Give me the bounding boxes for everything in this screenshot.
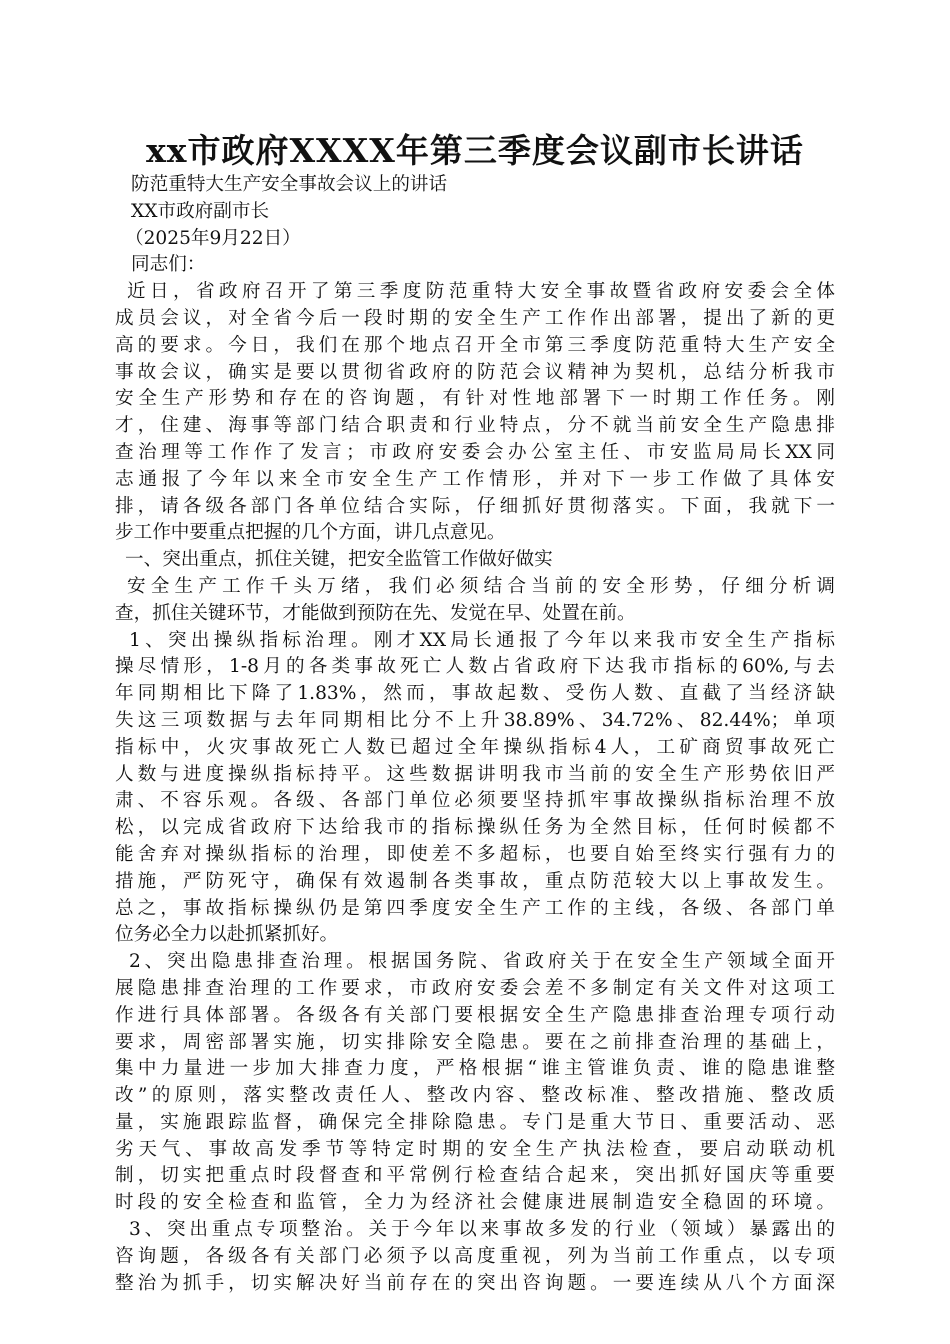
text-line: 松，以完成省政府下达给我市的指标操纵任务为全然目标，任何时候都不 [115, 817, 835, 839]
text-line: 制，切实把重点时段督查和平常例行检查结合起来，突出抓好国庆等重要 [115, 1165, 835, 1187]
document-body [115, 172, 835, 1297]
text-line: 查，抓住关键环节，才能做到预防在先、发觉在早、处置在前。 [115, 602, 636, 624]
text-line: 位务必全力以赴抓紧抓好。 [115, 924, 339, 946]
document-title: xx市政府XXXX年第三季度会议副市长讲话 [146, 131, 804, 170]
text-line: 集中力量进一步加大排查力度，严格根据“谁主管谁负责、谁的隐患谁整 [115, 1058, 835, 1080]
text-line: 肃、不容乐观。各级、各部门单位必须要坚持抓牢事故操纵指标治理不放 [115, 790, 835, 812]
text-line: 高的要求。今日，我们在那个地点召开全市第三季度防范重特大生产安全 [115, 334, 835, 356]
text-line: 近日，省政府召开了第三季度防范重特大安全事故暨省政府安委会全体 [127, 281, 835, 303]
text-line: 志通报了今年以来全市安全生产工作情形，并对下一步工作做了具体安 [115, 468, 835, 490]
text-line: 量，实施跟踪监督，确保完全排除隐患。专门是重大节日、重要活动、恶 [115, 1111, 835, 1133]
text-line: 作进行具体部署。各级各有关部门要根据安全生产隐患排查治理专项行动 [115, 1004, 835, 1026]
text-line: （2025年9月22日） [125, 227, 301, 249]
text-line: 事故会议，确实是要以贯彻省政府的防范会议精神为契机，总结分析我市 [115, 361, 835, 383]
text-line: 操尽情形，1-8月的各类事故死亡人数占省政府下达我市指标的60%,与去 [115, 656, 835, 678]
text-line: 能舍弃对操纵指标的治理，即使差不多超标，也要自始至终实行强有力的 [115, 843, 835, 865]
text-line: 才，住建、海事等部门结合职责和行业特点，分不就当前安全生产隐患排 [115, 415, 835, 437]
text-line: 时段的安全检查和监管，全力为经济社会健康进展制造安全稳固的环境。 [115, 1192, 835, 1214]
text-line: 同志们： [131, 254, 206, 276]
text-line: 要求，周密部署实施，切实排除安全隐患。要在之前排查治理的基础上， [115, 1031, 835, 1053]
text-line: 劣天气、事故高发季节等特定时期的安全生产执法检查，要启动联动机 [115, 1138, 835, 1160]
text-line: 安全生产形势和存在的咨询题，有针对性地部署下一时期工作任务。刚 [115, 388, 835, 410]
text-line: 安全生产工作千头万绪，我们必须结合当前的安全形势，仔细分析调 [127, 575, 835, 597]
text-line: 失这三项数据与去年同期相比分不上升38.89%、34.72%、82.44%；单项 [115, 709, 835, 731]
text-line: 措施，严防死守，确保有效遏制各类事故，重点防范较大以上事故发生。 [115, 870, 835, 892]
text-line: 步工作中要重点把握的几个方面，讲几点意见。 [115, 522, 506, 544]
text-line: 防范重特大生产安全事故会议上的讲话 [131, 174, 448, 195]
text-line: 咨询题，各级各有关部门必须予以高度重视，列为当前工作重点，以专项 [115, 1245, 835, 1267]
text-line: 2、突出隐患排查治理。根据国务院、省政府关于在安全生产领域全面开 [129, 951, 835, 973]
text-line: 一、突出重点，抓住关键，把安全监管工作做好做实 [125, 549, 553, 571]
text-line: 整治为抓手，切实解决好当前存在的突出咨询题。一要连续从八个方面深 [115, 1272, 835, 1294]
text-line: 成员会议，对全省今后一段时期的安全生产工作作出部署，提出了新的更 [115, 307, 835, 329]
text-line: 查治理等工作作了发言；市政府安委会办公室主任、市安监局局长XX同 [115, 441, 835, 463]
text-line: 指标中，火灾事故死亡人数已超过全年操纵指标4人，工矿商贸事故死亡 [115, 736, 835, 758]
text-line: 排，请各级各部门各单位结合实际，仔细抓好贯彻落实。下面，我就下一 [115, 495, 835, 517]
text-line: 年同期相比下降了1.83%，然而，事故起数、受伤人数、直截了当经济缺 [115, 683, 835, 705]
text-line: 改”的原则，落实整改责任人、整改内容、整改标准、整改措施、整改质 [115, 1085, 835, 1107]
text-line: 总之，事故指标操纵仍是第四季度安全生产工作的主线，各级、各部门单 [115, 897, 835, 919]
text-line: 1、突出操纵指标治理。刚才XX局长通报了今年以来我市安全生产指标 [129, 629, 835, 651]
text-line: 3、突出重点专项整治。关于今年以来事故多发的行业（领域）暴露出的 [129, 1219, 835, 1241]
text-line: XX市政府副市长 [131, 200, 270, 222]
text-line: 展隐患排查治理的工作要求，市政府安委会差不多制定有关文件对这项工 [115, 977, 835, 999]
text-line: 人数与进度操纵指标持平。这些数据讲明我市当前的安全生产形势依旧严 [115, 763, 835, 785]
